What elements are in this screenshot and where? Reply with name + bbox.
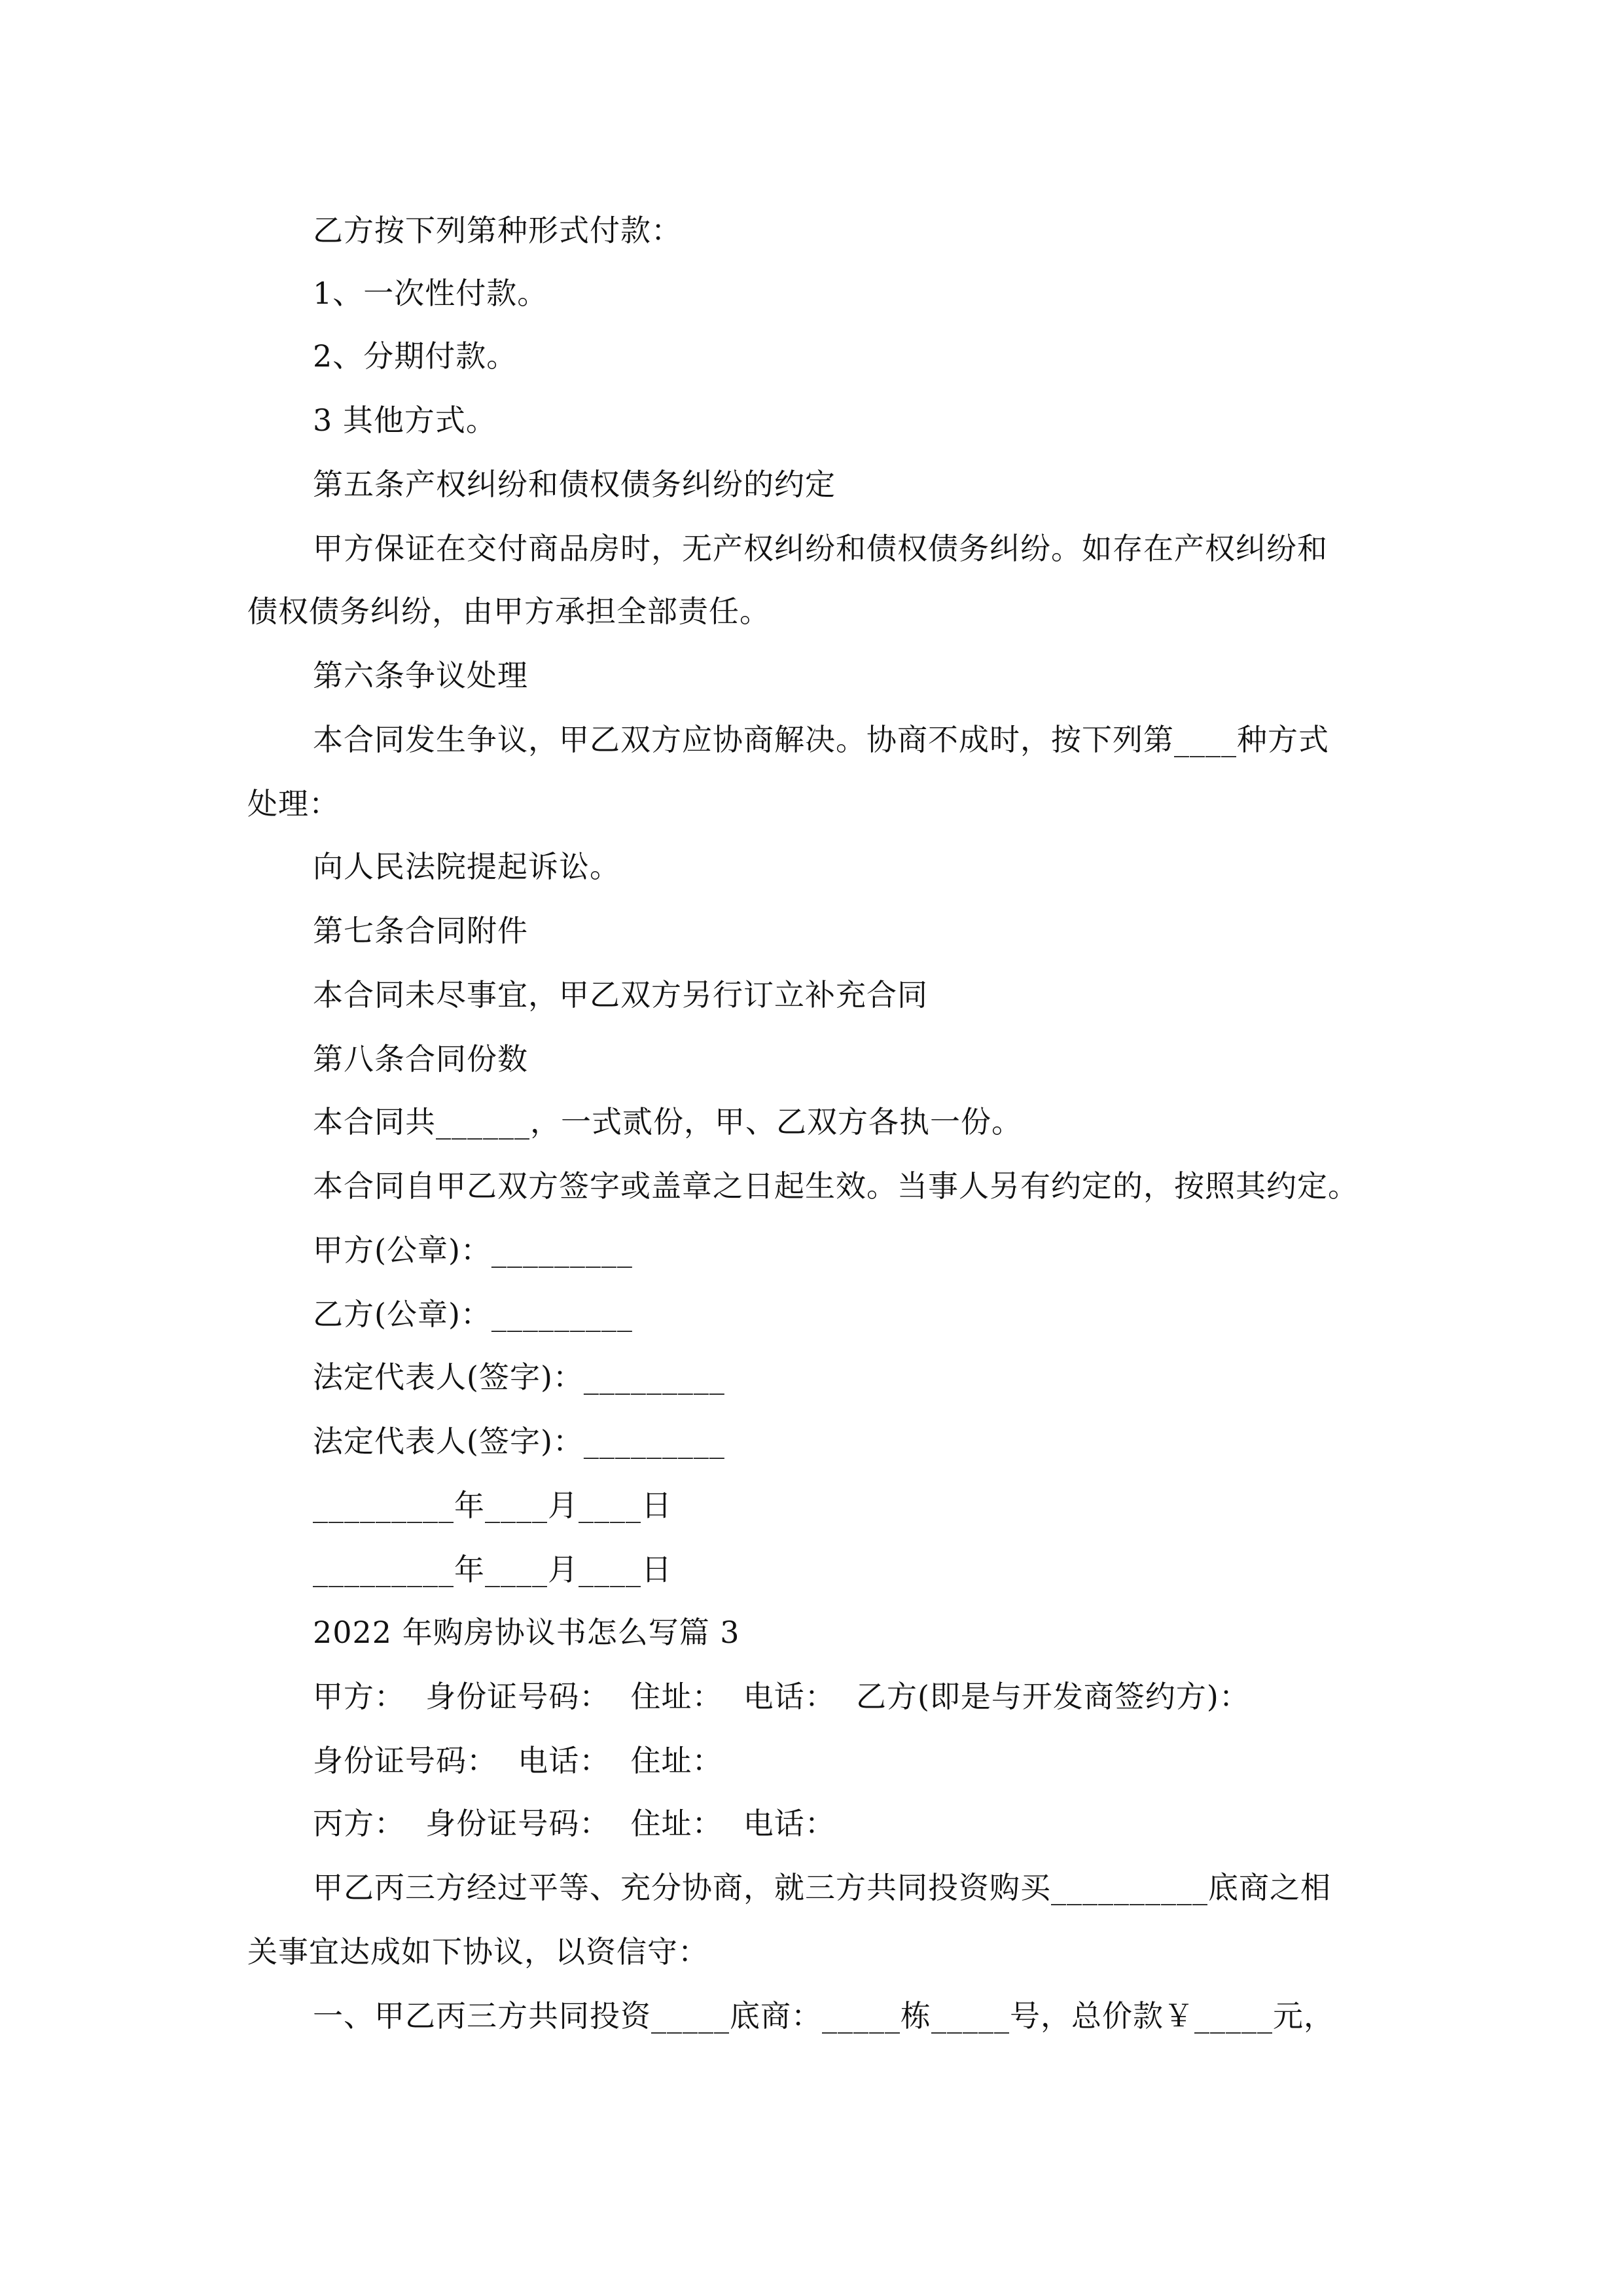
signature-line: 法定代表人(签字)：_________ (313, 1424, 725, 1459)
signature-line: 甲方(公章)：_________ (313, 1232, 633, 1268)
date-line: _________年____月____日 (313, 1488, 672, 1523)
party-line: 丙方： 身份证号码： 住址： 电话： (313, 1806, 836, 1841)
signature-line: 法定代表人(签字)：_________ (313, 1359, 725, 1395)
section-title: 2022 年购房协议书怎么写篇 3 (313, 1615, 740, 1650)
text-line: 一、甲乙丙三方共同投资_____底商：_____栋_____号，总价款￥_____元， (313, 1998, 1334, 2034)
text-line: 债权债务纠纷，由甲方承担全部责任。 (247, 594, 770, 629)
text-line: 3 其他方式。 (313, 403, 497, 438)
signature-line: 乙方(公章)：_________ (313, 1297, 633, 1332)
section-heading: 第七条合同附件 (313, 913, 528, 948)
text-line: 本合同发生争议，甲乙双方应协商解决。协商不成时，按下列第____种方式 (313, 722, 1329, 757)
text-line: 处理： (247, 786, 340, 821)
text-line: 本合同共______，一式贰份，甲、乙双方各执一份。 (313, 1104, 1022, 1139)
text-line: 乙方按下列第种形式付款： (313, 213, 682, 248)
text-line: 甲乙丙三方经过平等、充分协商，就三方共同投资购买__________底商之相 (313, 1870, 1331, 1905)
date-line: _________年____月____日 (313, 1552, 672, 1587)
text-line: 2、分期付款。 (313, 338, 518, 374)
section-heading: 第五条产权纠纷和债权债务纠纷的约定 (313, 467, 836, 502)
party-line: 身份证号码： 电话： 住址： (313, 1743, 723, 1778)
text-line: 关事宜达成如下协议，以资信守： (247, 1934, 709, 1969)
text-line: 本合同自甲乙双方签字或盖章之日起生效。当事人另有约定的，按照其约定。 (313, 1168, 1359, 1204)
section-heading: 第八条合同份数 (313, 1041, 528, 1077)
text-line: 甲方保证在交付商品房时，无产权纠纷和债权债务纠纷。如存在产权纠纷和 (313, 531, 1328, 566)
text-line: 向人民法院提起诉讼。 (313, 849, 620, 884)
party-line: 甲方： 身份证号码： 住址： 电话： 乙方(即是与开发商签约方)： (313, 1679, 1250, 1714)
text-line: 1、一次性付款。 (313, 276, 548, 311)
text-line: 本合同未尽事宜，甲乙双方另行订立补充合同 (313, 977, 928, 1013)
section-heading: 第六条争议处理 (313, 658, 528, 693)
